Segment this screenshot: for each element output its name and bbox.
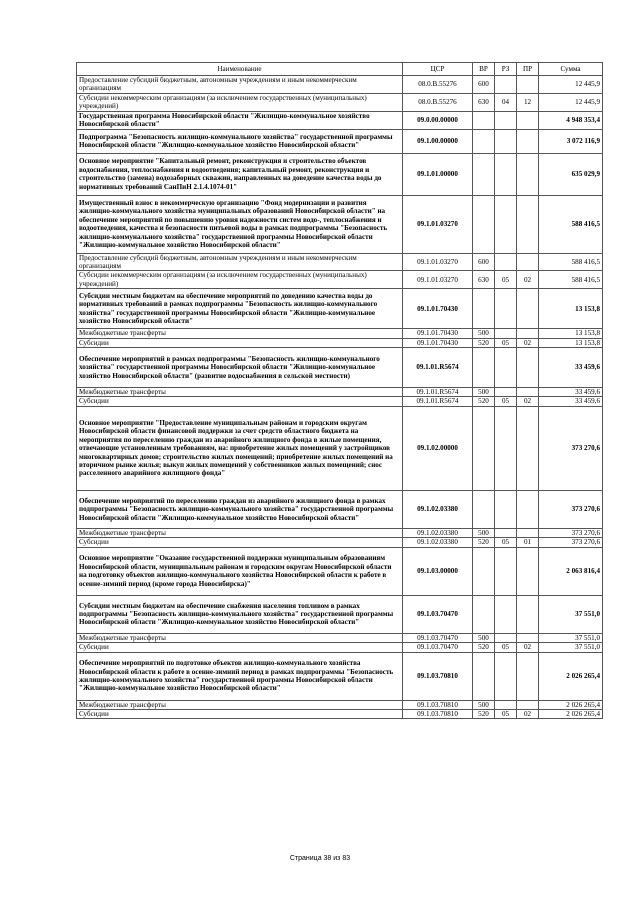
cell-name: Субсидии некоммерческим организациям (за исключением государственных (муниципальных) учреждений)	[77, 271, 403, 289]
cell-vr: 500	[473, 388, 495, 397]
cell-rz	[495, 153, 517, 195]
cell-vr: 500	[473, 329, 495, 338]
cell-csr: 09.1.01.00000	[403, 153, 473, 195]
cell-rz	[495, 195, 517, 253]
cell-name: Предоставление субсидий бюджетным, автономным учреждениям и иным некоммерческим организациям	[77, 253, 403, 271]
cell-csr: 09.1.01.03270	[403, 271, 473, 289]
cell-vr: 520	[473, 709, 495, 718]
cell-csr: 09.1.03.70810	[403, 700, 473, 709]
header-sum: Сумма	[539, 63, 603, 76]
cell-sum: 13 153,8	[539, 289, 603, 329]
table-row	[77, 595, 603, 633]
cell-sum: 3 072 116,9	[539, 129, 603, 153]
cell-vr: 600	[473, 253, 495, 271]
table-row	[77, 289, 603, 329]
page-number: Страница 38 из 83	[289, 855, 351, 862]
cell-sum: 588 416,5	[539, 271, 603, 289]
cell-vr: 500	[473, 528, 495, 537]
header-vr: ВР	[473, 63, 495, 76]
table-row	[77, 528, 603, 537]
cell-name: Основное мероприятие "Оказание государственной поддержки муниципальным образованиям Новосибирской области, муниципальным районам и городским округам Новосибирской области на подготовку объектов жилищно-коммунального хозяйства Новосибирской области к работе в осенне-зимний период (кроме города Новосибирска)"	[77, 547, 403, 595]
cell-vr	[473, 129, 495, 153]
cell-vr: 520	[473, 538, 495, 547]
cell-vr	[473, 153, 495, 195]
table-row	[77, 93, 603, 111]
cell-pr	[517, 253, 539, 271]
cell-pr	[517, 700, 539, 709]
cell-name: Межбюджетные трансферты	[77, 388, 403, 397]
cell-csr: 09.1.03.70810	[403, 652, 473, 700]
cell-rz	[495, 595, 517, 633]
cell-sum: 33 459,6	[539, 397, 603, 406]
cell-name: Субсидии	[77, 397, 403, 406]
cell-pr: 02	[517, 643, 539, 652]
cell-name: Подпрограмма "Безопасность жилищно-коммунального хозяйства" государственной программы Новосибирской области "Жилищно-коммунальное хозяйство Новосибирской области"	[77, 129, 403, 153]
cell-vr	[473, 406, 495, 490]
header-rz: РЗ	[495, 63, 517, 76]
cell-csr: 08.0.В.55276	[403, 76, 473, 94]
cell-vr	[473, 547, 495, 595]
table-row	[77, 700, 603, 709]
cell-name: Субсидии местным бюджетам на обеспечение мероприятий по доведению качества воды до нормативных требований в рамках подпрограммы "Безопасность жилищно-коммунального хозяйства" государственной программы Новосибирской области "Жилищно-коммунальное хозяйство Новосибирской области"	[77, 289, 403, 329]
table-row	[77, 406, 603, 490]
cell-name: Основное мероприятие "Капитальный ремонт, реконструкция и строительство объектов водоснабжения, теплоснабжения и водоотведения; капитальный ремонт, реконструкция и строительство (замена) водозаборных скважин, направленных на доведение качества воды до нормативных требований СанПиН 2.1.4.1074-01"	[77, 153, 403, 195]
table-row	[77, 129, 603, 153]
cell-rz: 05	[495, 338, 517, 347]
cell-csr: 09.1.02.00000	[403, 406, 473, 490]
cell-csr: 09.1.01.R5674	[403, 388, 473, 397]
cell-rz	[495, 490, 517, 528]
cell-sum: 588 416,5	[539, 253, 603, 271]
table-header-row	[77, 63, 603, 76]
cell-csr: 09.1.02.03380	[403, 490, 473, 528]
cell-pr	[517, 633, 539, 642]
cell-pr	[517, 595, 539, 633]
cell-pr	[517, 528, 539, 537]
cell-rz	[495, 289, 517, 329]
cell-vr: 520	[473, 338, 495, 347]
cell-rz: 05	[495, 271, 517, 289]
cell-csr: 09.1.01.70430	[403, 338, 473, 347]
cell-csr: 09.1.01.70430	[403, 289, 473, 329]
cell-name: Межбюджетные трансферты	[77, 528, 403, 537]
cell-vr	[473, 490, 495, 528]
cell-sum: 33 459,6	[539, 348, 603, 388]
table-row	[77, 76, 603, 94]
cell-vr	[473, 595, 495, 633]
table-row	[77, 633, 603, 642]
cell-vr: 520	[473, 397, 495, 406]
cell-sum: 373 270,6	[539, 490, 603, 528]
cell-rz: 05	[495, 709, 517, 718]
cell-pr	[517, 388, 539, 397]
cell-rz	[495, 633, 517, 642]
cell-vr: 520	[473, 643, 495, 652]
cell-pr	[517, 490, 539, 528]
cell-vr: 630	[473, 271, 495, 289]
cell-name: Субсидии	[77, 643, 403, 652]
cell-name: Государственная программа Новосибирской области "Жилищно-коммунальное хозяйство Новосибирской области"	[77, 111, 403, 129]
cell-sum: 2 026 265,4	[539, 709, 603, 718]
cell-rz	[495, 652, 517, 700]
cell-name: Обеспечение мероприятий по подготовке объектов жилищно-коммунального хозяйства Новосибирской области к работе в осенне-зимний период в рамках подпрограммы "Безопасность жилищно-коммунального хозяйства" государственной программы Новосибирской области "Жилищно-коммунальное хозяйство Новосибирской области"	[77, 652, 403, 700]
cell-pr	[517, 195, 539, 253]
cell-sum: 373 270,6	[539, 538, 603, 547]
cell-csr: 09.1.02.03380	[403, 528, 473, 537]
cell-pr: 01	[517, 538, 539, 547]
table-row	[77, 111, 603, 129]
header-name: Наименование	[77, 63, 403, 76]
cell-pr: 02	[517, 338, 539, 347]
cell-name: Обеспечение мероприятий в рамках подпрограммы "Безопасность жилищно-коммунального хозяйства" государственной программы Новосибирской области "Жилищно-коммунальное хозяйство Новосибирской области" (развитие водоснабжения в сельской местности)	[77, 348, 403, 388]
header-csr: ЦСР	[403, 63, 473, 76]
cell-sum: 37 551,0	[539, 643, 603, 652]
table-row	[77, 338, 603, 347]
cell-pr	[517, 289, 539, 329]
table-row	[77, 709, 603, 718]
cell-sum: 33 459,6	[539, 388, 603, 397]
cell-name: Предоставление субсидий бюджетным, автономным учреждениям и иным некоммерческим организациям	[77, 76, 403, 94]
cell-name: Субсидии	[77, 538, 403, 547]
cell-sum: 12 445,9	[539, 93, 603, 111]
cell-csr: 09.1.03.70470	[403, 643, 473, 652]
cell-sum: 13 153,8	[539, 329, 603, 338]
cell-pr: 02	[517, 397, 539, 406]
cell-vr: 600	[473, 76, 495, 94]
cell-sum: 4 948 353,4	[539, 111, 603, 129]
cell-csr: 09.1.03.70470	[403, 633, 473, 642]
cell-rz	[495, 329, 517, 338]
cell-rz: 05	[495, 397, 517, 406]
cell-rz	[495, 388, 517, 397]
cell-sum: 13 153,8	[539, 338, 603, 347]
cell-vr	[473, 348, 495, 388]
cell-name: Межбюджетные трансферты	[77, 329, 403, 338]
cell-vr: 500	[473, 700, 495, 709]
cell-pr: 02	[517, 709, 539, 718]
cell-csr: 09.1.01.03270	[403, 195, 473, 253]
cell-pr	[517, 348, 539, 388]
cell-sum: 37 551,0	[539, 633, 603, 642]
cell-pr	[517, 329, 539, 338]
table-row	[77, 397, 603, 406]
cell-csr: 09.0.00.00000	[403, 111, 473, 129]
cell-sum: 2 026 265,4	[539, 700, 603, 709]
table-row	[77, 652, 603, 700]
table-row	[77, 329, 603, 338]
cell-pr: 02	[517, 271, 539, 289]
cell-rz: 04	[495, 93, 517, 111]
cell-name: Субсидии местным бюджетам на обеспечение снабжения населения топливом в рамках подпрограммы "Безопасность жилищно-коммунального хозяйства" государственной программы Новосибирской области "Жилищно-коммунальное хозяйство Новосибирской области"	[77, 595, 403, 633]
cell-vr	[473, 111, 495, 129]
cell-pr	[517, 153, 539, 195]
cell-csr: 08.0.В.55276	[403, 93, 473, 111]
cell-rz	[495, 406, 517, 490]
cell-rz	[495, 253, 517, 271]
cell-csr: 09.1.01.70430	[403, 329, 473, 338]
cell-name: Межбюджетные трансферты	[77, 633, 403, 642]
cell-pr	[517, 111, 539, 129]
cell-pr	[517, 652, 539, 700]
cell-name: Основное мероприятие "Предоставление муниципальным районам и городским округам Новосибирской области финансовой поддержки за счет средств областного бюджета на мероприятия по переселению граждан из аварийного жилищного фонда в жилые помещения, отвечающие установленным требованиям, на: приобретение жилых помещений у застройщиков многоквартирных домов; строительство жилых помещений; приобретение жилых помещений на вторичном рынке жилья; выкуп жилых помещений у собственников жилых помещений; снос расселенного аварийного жилищного фонда"	[77, 406, 403, 490]
cell-csr: 09.1.02.03380	[403, 538, 473, 547]
cell-pr	[517, 76, 539, 94]
cell-name: Субсидии	[77, 338, 403, 347]
header-pr: ПР	[517, 63, 539, 76]
table-row	[77, 348, 603, 388]
cell-name: Межбюджетные трансферты	[77, 700, 403, 709]
cell-pr	[517, 129, 539, 153]
cell-csr: 09.1.03.70810	[403, 709, 473, 718]
cell-rz: 05	[495, 643, 517, 652]
cell-sum: 373 270,6	[539, 528, 603, 537]
table-row	[77, 253, 603, 271]
cell-name: Субсидии некоммерческим организациям (за исключением государственных (муниципальных) учреждений)	[77, 93, 403, 111]
cell-sum: 12 445,9	[539, 76, 603, 94]
cell-pr	[517, 406, 539, 490]
table-row	[77, 643, 603, 652]
cell-name: Субсидии	[77, 709, 403, 718]
cell-sum: 635 029,9	[539, 153, 603, 195]
cell-rz	[495, 111, 517, 129]
cell-rz: 05	[495, 538, 517, 547]
cell-sum: 373 270,6	[539, 406, 603, 490]
cell-csr: 09.1.03.00000	[403, 547, 473, 595]
table-row	[77, 195, 603, 253]
cell-rz	[495, 528, 517, 537]
budget-table	[76, 62, 603, 719]
cell-rz	[495, 76, 517, 94]
cell-csr: 09.1.01.R5674	[403, 348, 473, 388]
cell-rz	[495, 547, 517, 595]
table-row	[77, 153, 603, 195]
cell-vr: 630	[473, 93, 495, 111]
cell-rz	[495, 348, 517, 388]
cell-csr: 09.1.01.03270	[403, 253, 473, 271]
cell-rz	[495, 700, 517, 709]
cell-rz	[495, 129, 517, 153]
cell-name: Имущественный взнос в некоммерческую организацию "Фонд модернизации и развития жилищно-коммунального хозяйства муниципальных образований Новосибирской области" на обеспечение мероприятий по повышению уровня надежности систем водо-, теплоснабжения и водоотведения, качества и безопасности питьевой воды в рамках подпрограммы "Безопасность жилищно-коммунального хозяйства" государственной программы Новосибирской области "Жилищно-коммунальное хозяйство Новосибирской области"	[77, 195, 403, 253]
cell-sum: 37 551,0	[539, 595, 603, 633]
cell-name: Обеспечение мероприятий по переселению граждан из аварийного жилищного фонда в рамках подпрограммы "Безопасность жилищно-коммунального хозяйства" государственной программы Новосибирской области "Жилищно-коммунальное хозяйство Новосибирской области"	[77, 490, 403, 528]
cell-sum: 588 416,5	[539, 195, 603, 253]
table-row	[77, 538, 603, 547]
cell-csr: 09.1.01.R5674	[403, 397, 473, 406]
cell-vr: 500	[473, 633, 495, 642]
cell-pr	[517, 547, 539, 595]
cell-pr: 12	[517, 93, 539, 111]
cell-csr: 09.1.03.70470	[403, 595, 473, 633]
cell-csr: 09.1.00.00000	[403, 129, 473, 153]
cell-sum: 2 026 265,4	[539, 652, 603, 700]
table-row	[77, 388, 603, 397]
cell-vr	[473, 195, 495, 253]
cell-sum: 2 063 816,4	[539, 547, 603, 595]
cell-vr	[473, 289, 495, 329]
table-row	[77, 271, 603, 289]
cell-vr	[473, 652, 495, 700]
table-row	[77, 547, 603, 595]
table-row	[77, 490, 603, 528]
